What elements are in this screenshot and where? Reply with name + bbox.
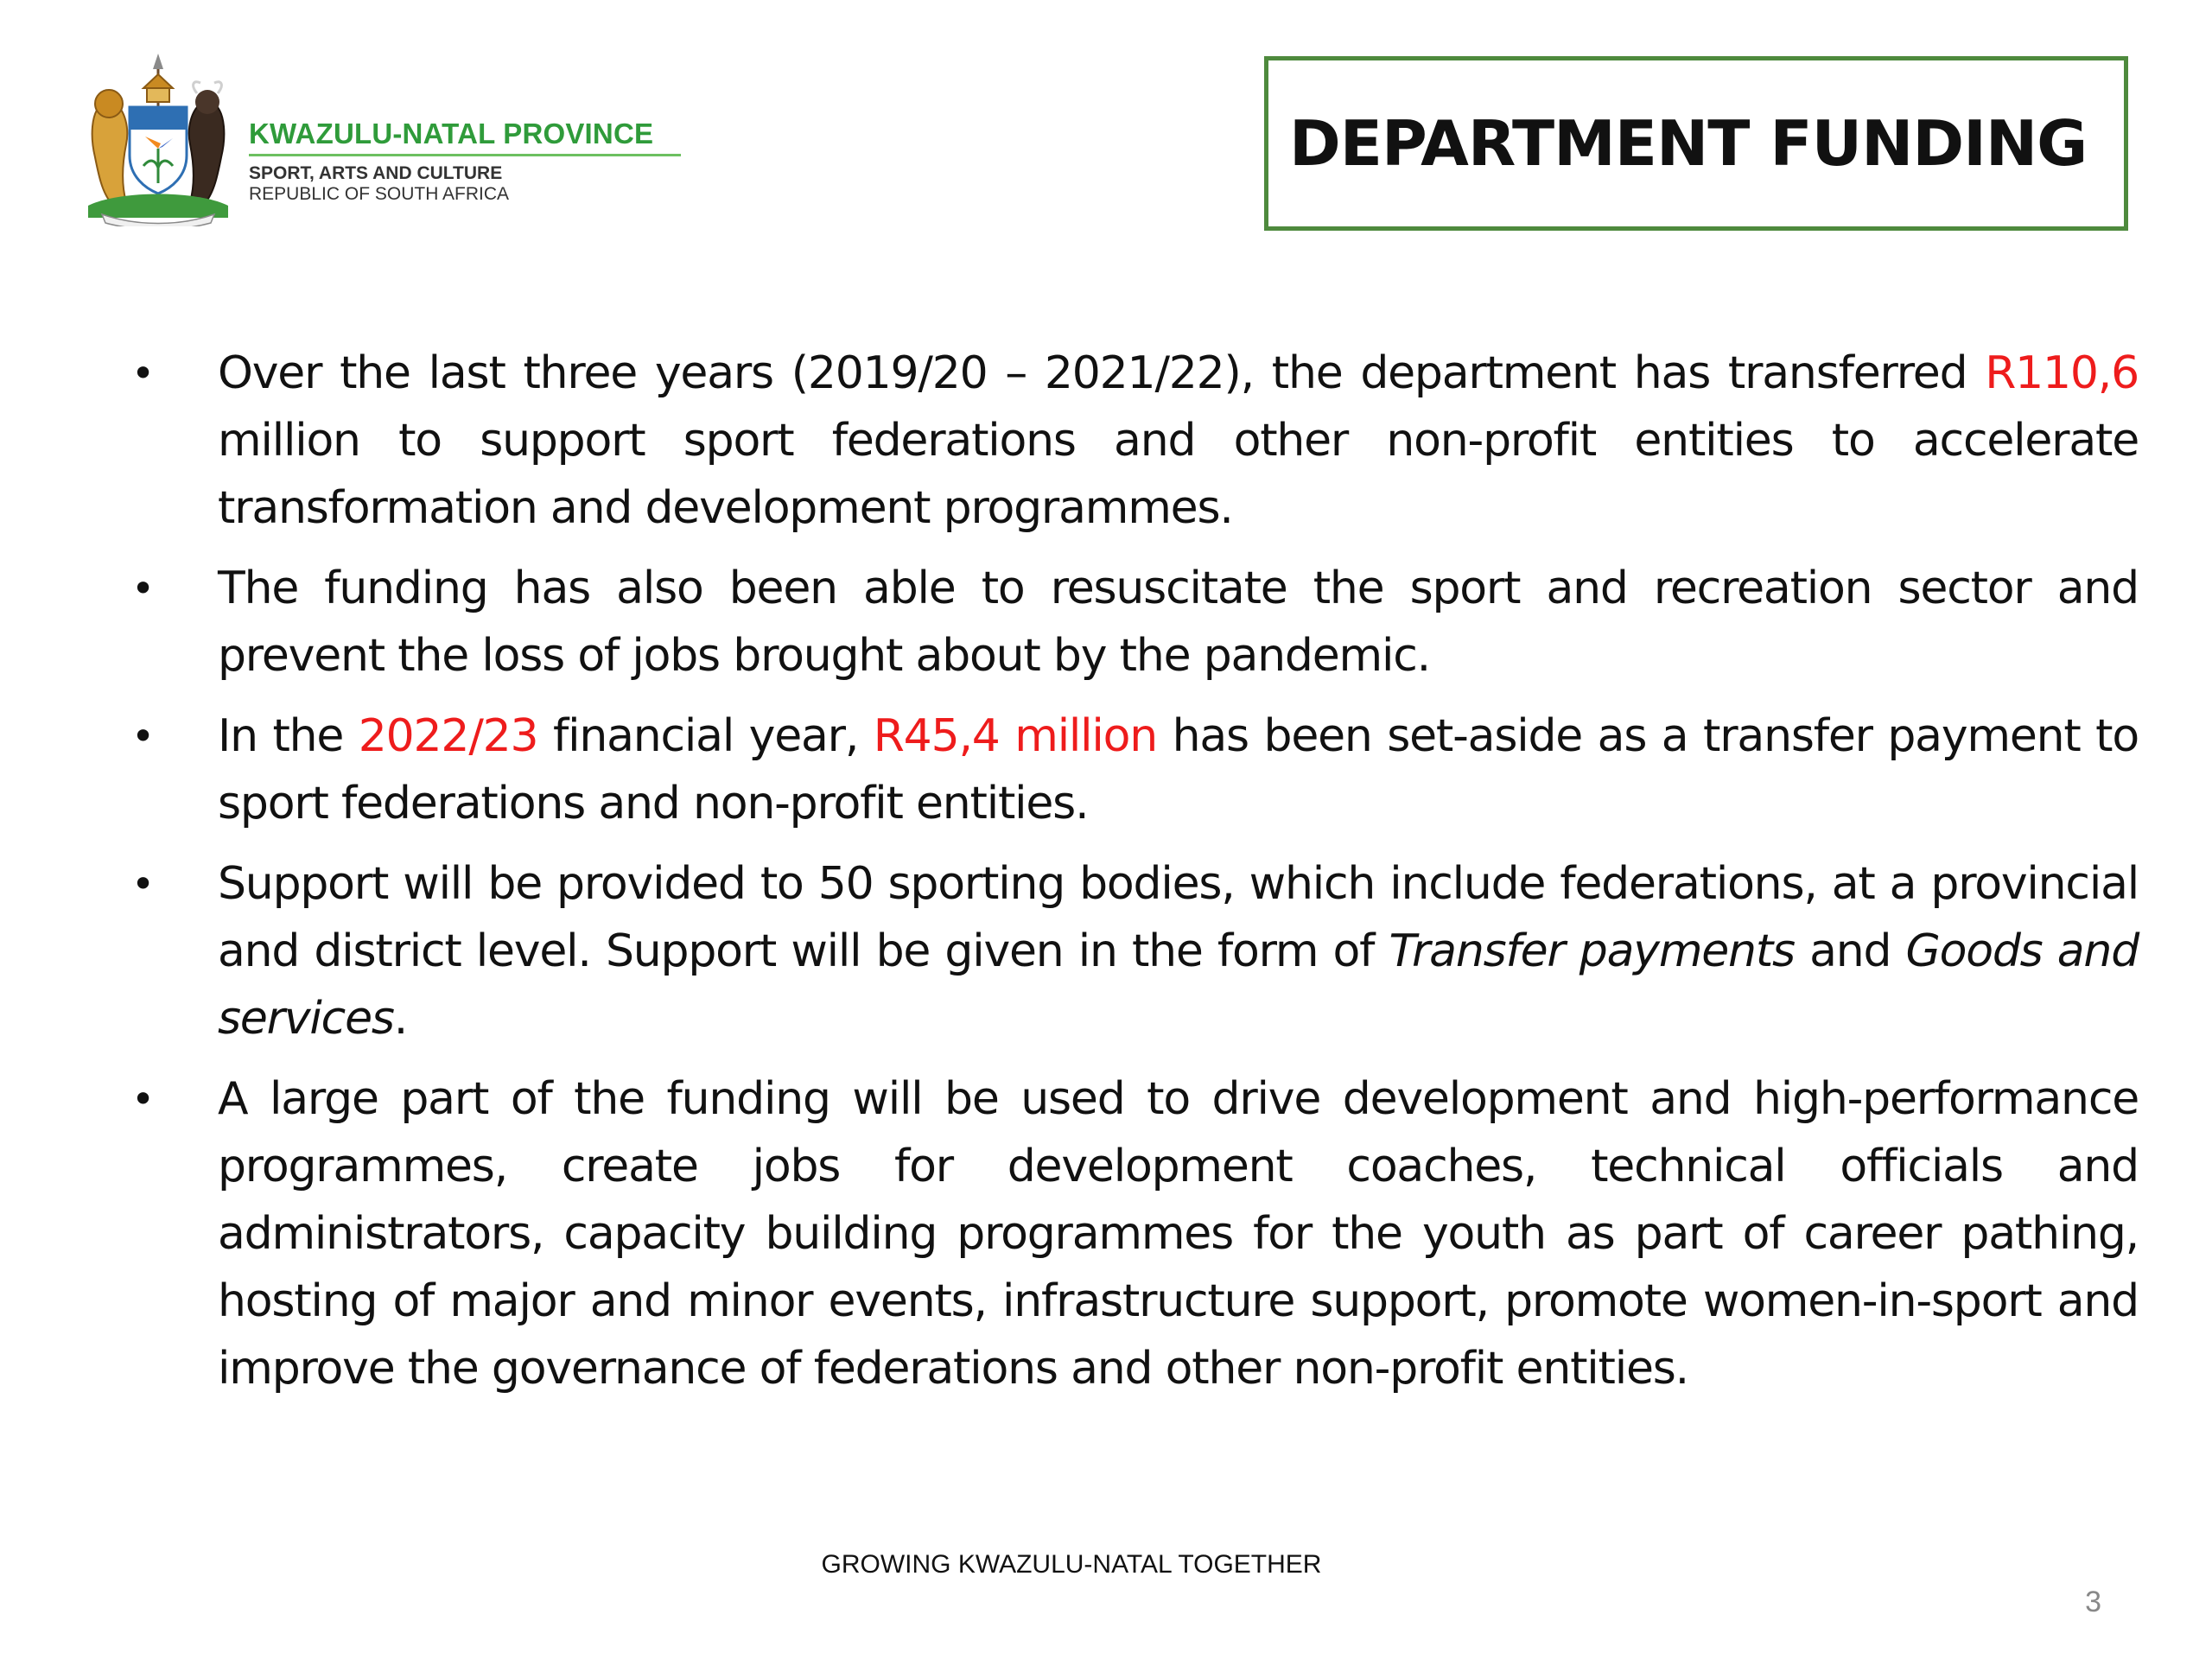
bullet-symbol: • [131,565,154,612]
bullet-text: Support will be provided to 50 sporting bodies, which include federations, at a provincial and district level. Support will be given in the form of [218,858,2139,977]
logo-province: KWAZULU-NATAL PROVINCE [249,118,654,149]
logo-text [249,118,698,205]
bullet-item [121,702,2139,837]
logo-divider [249,154,681,156]
italic-term: Goods and services [218,925,2139,1045]
bullet-item [121,850,2139,1052]
bullet-list [121,340,2139,1415]
bullet-text: financial year, [537,710,874,762]
bullet-symbol: • [131,713,154,760]
bullet-item [121,555,2139,690]
bullet-item [121,1065,2139,1402]
bullet-text: The funding has also been able to resuscitate the sport and recreation sector and prevent the loss of jobs brought about by the pandemic. [218,563,2139,682]
bullet-text: Over the last three years (2019/20 – 2021/22), the department has transferred [218,347,1986,399]
slide-title: DEPARTMENT FUNDING [1289,107,2088,180]
logo-department: SPORT, ARTS AND CULTURE [249,163,503,183]
bullet-symbol: • [131,1076,154,1122]
bullet-text: . [393,993,408,1045]
footer-tagline: GROWING KWAZULU-NATAL TOGETHER [821,1550,1322,1579]
highlight-amount: R45,4 million [873,710,1158,762]
bullet-symbol: • [131,350,154,397]
page-number: 3 [2085,1586,2101,1618]
coat-of-arms-icon [76,54,240,226]
bullet-text: In the [218,710,359,762]
bullet-item [121,340,2139,542]
bullet-text: A large part of the funding will be used to drive development and high-performance programmes, create jobs for development coaches, technical officials and administrators, capacity building programmes for the youth as part of career pathing, hosting of major and minor events, infrastructure support, promote women-in-sport and improve the governance of federations and other non-profit entities. [218,1073,2139,1395]
bullet-symbol: • [131,861,154,907]
highlight-year: 2022/23 [358,710,538,762]
highlight-amount: R110,6 [1985,347,2139,399]
bullet-text: million to support sport federations and other non-profit entities to accelerate transformation and development programmes. [218,415,2139,534]
bullet-text: has been set-aside as a transfer payment to sport federations and non-profit entities. [218,710,2139,830]
bullet-text: and [1794,925,1906,977]
department-logo [76,54,698,226]
logo-country: REPUBLIC OF SOUTH AFRICA [249,184,510,204]
italic-term: Transfer payments [1389,925,1795,977]
slide-title-box [1264,56,2128,231]
